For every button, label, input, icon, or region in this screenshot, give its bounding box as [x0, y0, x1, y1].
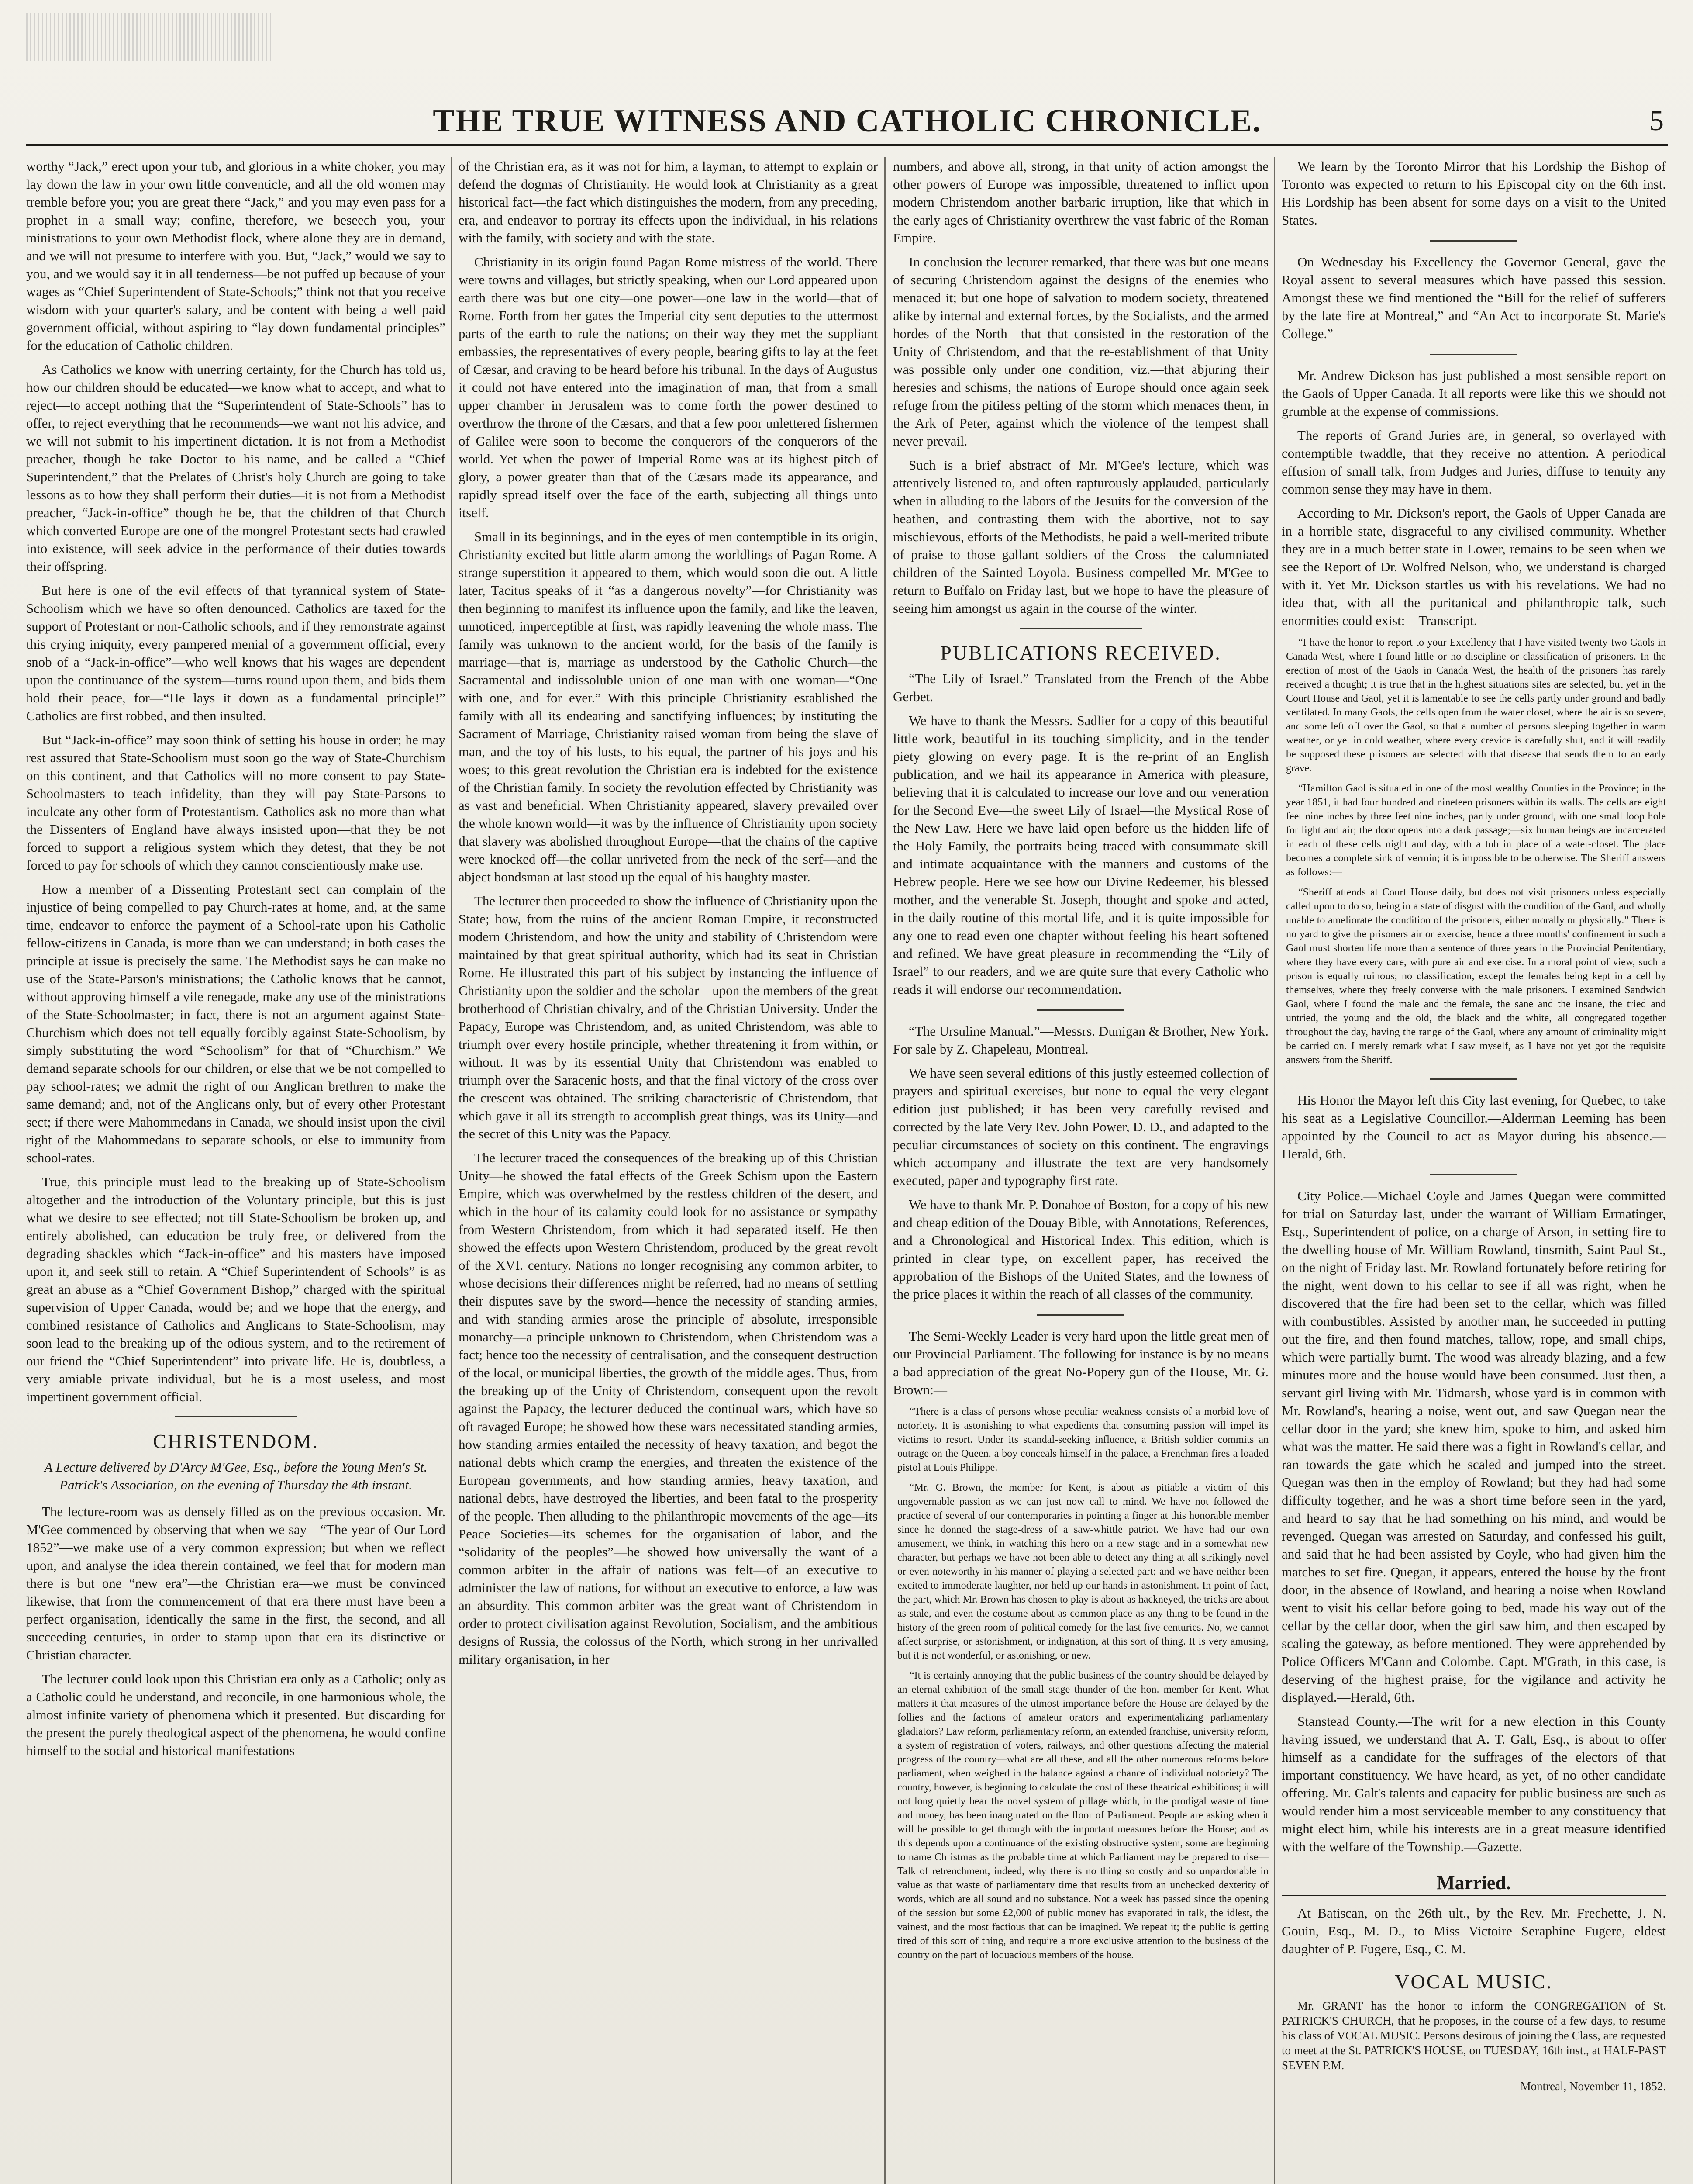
article-paragraph: We learn by the Toronto Mirror that his Lordship the Bishop of Toronto was expected to return to his Episcopal city on the 6th inst. His Lordship has been absent for some days on a visit to the United States. [1282, 159, 1666, 228]
article-paragraph: The lecturer traced the consequences of the breaking up of this Christian Unity—he showed the fatal effects of the Greek Schism upon the Eastern Empire, which was overwhelmed by the restless children of the desert, and which in the hour of its calamity could look for no assistance or sympathy from Western Christendom, from which it had separated itself. He then showed the effects upon Western Christendom, produced by the great revolt of the XVI. century. Nations no longer recognising any common arbiter, to whose decisions their differences might be referred, had no means of settling their disputes save by the sword—hence the necessity of standing armies, and with standing armies arose the principle of absolute, irresponsible monarchy—a principle unknown to Christendom, when Christendom was a fact; hence too the necessity of centralisation, and the consequent destruction of the local, or municipal liberties, the growth of the middle ages. Thus, from the breaking up of the Unity of Christendom, consequent upon the revolt against the Papacy, the lecturer deduced the continual wars, which have so oft ravaged Europe; he showed how these wars necessitated standing armies, how standing armies entailed the necessity of heavy taxation, and begot the national debts which cramp the energies, and threaten the existence of the European governments, and how standing armies, heavy taxation, and national debts, have destroyed the liberties, and been fatal to the prosperity of the people. Then alluding to the philanthropic movements of the age—its Peace Societies—its schemes for the organisation of labor, and the “solidarity of the peoples”—he showed how universally the want of a common arbiter in the affair of nations was felt—of an executive to administer the law of nations, for without an executive to enforce, a law was an absurdity. This common arbiter was the great want of Christendom in order to protect civilisation against Revolution, Socialism, and the ambitious designs of Russia, the colossus of the North, which strong in her unrivalled military organisation, in her [459, 1150, 878, 1667]
article-paragraph: numbers, and above all, strong, in that unity of action amongst the other powers of Europe was impossible, threatened to inflict upon modern Christendom another barbaric irruption, like that which in the early ages of Christianity overthrew the vast fabric of the Roman Empire. [893, 159, 1269, 245]
article-paragraph: We have to thank Mr. P. Donahoe of Boston, for a copy of his new and cheap edition of the Douay Bible, with Annotations, References, and a Chronological and Historical Index. This edition, which is printed in clear type, on excellent paper, has received the approbation of the Bishops of the United States, and the lowness of the price places it within the reach of all classes of the community. [893, 1197, 1269, 1302]
advertisement-text: Mr. GRANT has the honor to inform the CONGREGATION of St. PATRICK'S CHURCH, that he proposes, in the course of a few days, to resume his class of VOCAL MUSIC. Persons desirous of joining the Class, are requested to meet at the St. PATRICK'S HOUSE, on TUESDAY, 16th inst., at HALF-PAST SEVEN P.M. [1282, 1999, 1666, 2072]
article-paragraph: How a member of a Dissenting Protestant sect can complain of the injustice of being compelled to pay Church-rates at home, and, at the same time, endeavor to enforce the payment of a School-rate upon his Catholic fellow-citizens in Canada, is more than we can understand; in both cases the principle at issue is precisely the same. The Methodist says he can make no use of the State-Parson's ministrations; the Catholic knows that he cannot, without approving himself a vile renegade, make any use of the ministrations of the State-Schoolmaster; in fact, there is not an argument against State-Churchism which does not tell equally forcibly against State-Schoolism, by simply substituting the word “Schoolism” for that of “Churchism.” We demand separate schools for our children, or else that we be not compelled to pay school-rates; we admit the right of our Anglican brethren to make the same demand; and, not of the Anglicans only, but of every other Protestant sect; if there were Mahommedans in Canada, we should insist upon the civil right of the Mahommedans to separate schools, or else to immunity from school-rates. [26, 881, 445, 1165]
article-paragraph: The reports of Grand Juries are, in general, so overlayed with contemptible twaddle, that they receive no attention. A periodical effusion of small talk, from Judges and Juries, diffuse to tenuity any common sense they may have in them. [1282, 428, 1666, 497]
separator [1430, 1174, 1517, 1175]
advertisement-date: Montreal, November 11, 1852. [1520, 2080, 1666, 2093]
section-heading-christendom: CHRISTENDOM. [153, 1430, 319, 1452]
column-rule [451, 157, 452, 2184]
article-paragraph: His Honor the Mayor left this City last evening, for Quebec, to take his seat as a Legislative Councillor.—Alderman Leeming has been appointed by the Council to act as Mayor during his absence.—Herald, 6th. [1282, 1092, 1666, 1161]
quoted-paragraph: “Hamilton Gaol is situated in one of the most wealthy Counties in the Province; in the year 1851, it had four hundred and nineteen prisoners within its walls. The cells are eight feet nine inches by three feet nine inches, partly under ground, with one small loop hole for light and air; the door opens into a dark passage;—six human beings are incarcerated in each of these cells night and day, with a tub in place of a water-closet. The place becomes a complete sink of vermin; it is impossible to be otherwise. The Sheriff answers as follows:— [1286, 783, 1666, 878]
article-paragraph: As Catholics we know with unerring certainty, for the Church has told us, how our children should be educated—we know what to accept, and what to reject—to accept nothing that the “Superintendent of State-Schools” has to offer, to reject everything that he recommends—we want not his advice, and we will not submit to his impertinent dictation. It is not from a Methodist preacher, though he take Doctor to his name, and be called a “Chief Superintendent,” that the Prelates of Christ's holy Church are going to take lessons as to how they shall perform their duties—it is not from a Methodist preacher, “Jack-in-office” though he be, that the children of that Church which converted Europe are one of the mongrel Protestant sects had crawled into existence, will seek advice in the performance of their duties towards their offspring. [26, 362, 445, 574]
quoted-paragraph: “Sheriff attends at Court House daily, but does not visit prisoners unless especially called upon to do so, being in a state of disgust with the condition of the Gaol, and wholly unable to ameliorate the condition of the prisoners, either morally or physically.” There is no yard to give the prisoners air or exercise, hence a three months' confinement in such a Gaol must shorten life more than a sentence of three years in the Provincial Penitentiary, where they have every care, with pure air and exercise. In a moral point of view, such a prison is equally ruinous; no classification, except the females being kept in a cell by themselves, where they freely converse with the male prisoners. I examined Sandwich Gaol, where I found the male and the female, the sane and the insane, the tried and untried, the young and the old, the black and the white, all congregated together throughout the day, having the range of the Gaol, where any amount of criminality might be carried on. I merely remark what I saw myself, as I have not yet got the requisite answers from the Sheriff. [1286, 887, 1666, 1066]
article-paragraph: worthy “Jack,” erect upon your tub, and glorious in a white choker, you may lay down the law in your own little conventicle, and all the old women may tremble before you; you are great there “Jack,” and you may even pass for a prophet in a small way; confine, therefore, we beseech you, your ministrations to your own Methodist flock, where alone they are in demand, and we will not presume to interfere with you. But, “Jack,” would we say to you, and we would say it in all tenderness—be not puffed up because of your wages as “Chief Superintendent of State-Schools;” think not that you receive wisdom with your quarter's salary, and be content with being a well paid government official, without aspiring to “lay down fundamental principles” for the education of Catholic children. [26, 159, 445, 353]
article-paragraph: But here is one of the evil effects of that tyrannical system of State-Schoolism which we have so often denounced. Catholics are taxed for the support of Protestant or non-Catholic schools, and if they remonstrate against this crying iniquity, every pampered menial of a government official, every snob of a “Jack-in-office”—who well knows that his wages are dependent upon the continuance of the system—turns round upon them, and bids them hold their peace, for—“He lays it down as a fundamental principle!” Catholics are first robbed, and then insulted. [26, 583, 445, 723]
article-paragraph: Mr. Andrew Dickson has just published a most sensible report on the Gaols of Upper Canada. It all reports were like this we should not grumble at the expense of commissions. [1282, 368, 1666, 419]
article-paragraph: In conclusion the lecturer remarked, that there was but one means of securing Christendom against the designs of the enemies who menaced it; but one hope of salvation to modern society, threatened alike by internal and external forces, by the Socialists, and the armed hordes of the North—that that consisted in the restoration of the Unity of Christendom, and that the re-establishment of that Unity was possible only under one condition, viz.—that abjuring their heresies and schisms, the nations of Europe should once again seek refuge from the pitiless pelting of the storm which menaces them, in the Ark of Peter, against which the violence of the tempest shall never prevail. [893, 254, 1269, 449]
vocal-music-heading: VOCAL MUSIC. [1395, 1970, 1553, 1993]
separator [1037, 1314, 1124, 1316]
article-paragraph: Small in its beginnings, and in the eyes of men contemptible in its origin, Christianity excited but little alarm among the worldlings of Pagan Rome. A strange superstition it appeared to them, which would soon die out. A little later, Tacitus speaks of it “as a dangerous novelty”—for Christianity was then beginning to manifest its influence upon the family, and like the leaven, unnoticed, imperceptible at first, was rapidly leavening the whole mass. The family was unknown to the ancient world, for the basis of the family is marriage—that is, marriage as understood by the Catholic Church—the Sacramental and indissoluble union of one man with one woman—“One with one, and for ever.” With this principle Christianity established the family with all its endearing and sanctifying influences; by instituting the Sacrament of Marriage, Christianity raised woman from being the slave of man, and the toy of his lusts, to his equal, the partner of his joys and his woes; to this great revolution the Christian era is indebted for the existence of the Christian family. In society the revolution effected by Christianity was as vast and beneficial. When Christianity appeared, slavery prevailed over the whole known world—it was by the influence of Christianity upon society that slavery was abolished throughout Europe—that the chains of the captive were knocked off—the collar unriveted from the neck of the serf—and the abject bondsman at last stood up the equal of his haughty master. [459, 529, 878, 885]
page-number: 5 [1649, 105, 1664, 137]
article-paragraph: Stanstead County.—The writ for a new election in this County having issued, we understand that A. T. Galt, Esq., is about to offer himself as a candidate for the suffrages of the electors of that important constituency. We have heard, as yet, of no other candidate offering. Mr. Galt's talents and capacity for public business are such as would render him a most serviceable member to any constituency that might elect him, while his interests are in a great measure identified with the welfare of the Township.—Gazette. [1282, 1714, 1666, 1854]
separator [1430, 240, 1517, 242]
article-paragraph: City Police.—Michael Coyle and James Quegan were committed for trial on Saturday last, under the warrant of William Ermatinger, Esq., Superintendent of police, on a charge of Arson, in setting fire to the dwelling house of Mr. William Rowland, tinsmith, Saint Paul St., on the night of Friday last. Mr. Rowland fortunately before retiring for the night, went down to his cellar to see if all was right, when he discovered that the fire had been set to the cellar, which was filled with combustibles. Assisted by another man, he succeeded in putting out the fire, and then found matches, tallow, rope, and small chips, which were partially burnt. The wood was already blazing, and a few minutes more and the house would have been consumed. Just then, a servant girl living with Mr. Tidmarsh, whose yard is in common with Mr. Rowland's, hearing a noise, went out, and saw Quegan near the cellar door in the yard; she knew him, spoke to him, and asked him what was the matter. He said there was a fight in Rowland's cellar, and ran towards the gate which he scaled and jumped into the street. Quegan was then in the employ of Rowland; but they had had some difficulty together, and he was a short time before seen in the yard, and heard to say that he had something on his mind, and would be revenged. Quegan was arrested on Saturday, and confessed his guilt, and said that he had been assisted by Coyle, who had given him the matches to set fire. Quegan, it appears, entered the house by the front door, in the absence of Rowland, and hearing a noise when Rowland went to visit his cellar before going to bed, made his way out of the cellar by the cellar door, when the girl saw him, and then escaped by scaling the gateway, as before mentioned. They were apprehended by Police Officers M'Cann and Colombe. Capt. M'Grath, in this case, is deserving of the highest praise, for the vigilance and activity he displayed.—Herald, 6th. [1282, 1188, 1666, 1705]
column-rule [884, 157, 886, 2184]
quoted-paragraph: “I have the honor to report to your Excellency that I have visited twenty-two Gaols in Canada West, where I found little or no discipline or classification of prisoners. In the erection of most of the Gaols in Canada West, the health of the prisoners has rarely received a thought; it is true that in the highest situations sites are selected, but yet in the Court House and Gaol, yet it is lamentable to see the cells partly under ground and badly ventilated. In many Gaols, the cells open from the water closet, where the air is so severe, and some left off over the Gaol, so that a number of persons sleeping together in warm weather, or yet in cold weather, where every crevice is carefully shut, and it will readily be supposed these prisoners are selected with that disease that sends them to an early grave. [1286, 637, 1666, 774]
article-paragraph: Christianity in its origin found Pagan Rome mistress of the world. There were towns and villages, but strictly speaking, when our Lord appeared upon earth there was but one city—one power—one law in the world—that of Rome. Forth from her gates the Imperial city sent deputies to the uttermost parts of the earth to rule the nations; on their way they met the suppliant embassies, the representatives of every people, bearing gifts to lay at the feet of Cæsar, and craving to be heard before his tribunal. In the days of Augustus it could not have entered into the imagination of man, that from a small upper chamber in Jerusalem was to come forth the power destined to overthrow the throne of the Cæsars, and that a few poor unlettered fishermen of Galilee were soon to become the conquerors of the conquerors of the world. Yet when the power of Imperial Rome was at its highest pitch of glory, a power greater than that of the Cæsars made its appearance, and rapidly spread itself over the face of the earth, subjecting all things unto itself. [459, 254, 878, 520]
article-paragraph: We have seen several editions of this justly esteemed collection of prayers and spiritual exercises, but none to equal the very elegant edition just published; it has been very carefully revised and corrected by the late Very Rev. John Power, D. D., and adapted to the peculiar circumstances of society on this continent. The engravings which accompany and illustrate the text are very handsomely executed, paper and typography first rate. [893, 1065, 1269, 1188]
article-paragraph: The lecture-room was as densely filled as on the previous occasion. Mr. M'Gee commenced by observing that when we say—“The year of Our Lord 1852”—we make use of a very common expression; but when we reflect upon, and analyse the idea therein contained, we feel that for modern man there is but one “new era”—the Christian era—we must be convinced likewise, that from the commencement of that era there must have been a perfect organisation, identically the same in the first, the second, and all succeeding centuries, in order to stamp upon that era its distinctive or Christian character. [26, 1504, 445, 1662]
column-1 [26, 157, 445, 2184]
quoted-paragraph: “There is a class of persons whose peculiar weakness consists of a morbid love of notoriety. It is astonishing to what expedients that consuming passion will impel its victims to resort. Under its scandal-seeking influence, a British soldier commits an outrage on the Queen, a boy conceals himself in the palace, a Frenchman fires a loaded pistol at Louis Philippe. [897, 1406, 1269, 1473]
section-divider [1020, 628, 1142, 629]
column-3 [893, 157, 1269, 2184]
separator [1037, 1009, 1124, 1011]
section-heading-publications: PUBLICATIONS RECEIVED. [940, 642, 1221, 664]
article-paragraph: True, this principle must lead to the breaking up of State-Schoolism altogether and the introduction of the Voluntary principle, but this is just what we desire to see effected; not till State-Schoolism be broken up, and entirely abolished, can education be truly free, or delivered from the degrading shackles which “Jack-in-office” and his masters have imposed upon it, and seek still to retain. A “Chief Superintendent of Schools” is as great an abuse as a “Chief Government Bishop,” charged with the spiritual supervision of Upper Canada, would be; and we hope that the energy, and combined resistance of Catholics and Anglicans to State-Schoolism, may soon lead to the breaking up of the odious system, and to the retirement of our friend the “Chief Superintendent” into private life. He is, doubtless, a very amiable private individual, but he is a most useless, and most impertinent government official. [26, 1174, 445, 1404]
column-4 [1282, 157, 1666, 2184]
section-subtitle: A Lecture delivered by D'Arcy M'Gee, Esq., before the Young Men's St. Patrick's Association, on the evening of Thursday the 4th instant. [44, 1459, 428, 1493]
married-heading: Married. [1282, 1869, 1666, 1897]
article-paragraph: We have to thank the Messrs. Sadlier for a copy of this beautiful little work, beautiful in its touching simplicity, and in the tender piety glowing on every page. It is the re-print of an English publication, and we hail its appearance in America with pleasure, believing that it is calculated to increase our love and our veneration for the Second Eve—the sweet Lily of Israel—the Mystical Rose of the New Law. Here we have laid open before us the hidden life of the Holy Family, the portraits being traced with consummate skill and intimate acquaintance with the manners and customs of the Hebrew people. Here we see how our Divine Redeemer, his blessed mother, and the venerable St. Joseph, thought and spoke and acted, in the daily routine of this mortal life, and it is quite impossible for any one to read even one chapter without feeling his heart softened and refined. We have great pleasure in recommending the “Lily of Israel” to our readers, and we are quite sure that every Catholic who reads it will endorse our recommendation. [893, 713, 1269, 997]
separator [1430, 354, 1517, 355]
article-paragraph: Such is a brief abstract of Mr. M'Gee's lecture, which was attentively listened to, and often rapturously applauded, particularly when in alluding to the labors of the Jesuits for the conversion of the heathen, and contrasting them with the abortive, not to say mischievous, efforts of the Methodists, he paid a well-merited tribute of praise to those gallant soldiers of the Cross—the calumniated children of the Sainted Loyola. Business compelled Mr. M'Gee to return to Buffalo on Friday last, but we hope to have the pleasure of seeing him amongst us again in the course of the winter. [893, 457, 1269, 616]
article-paragraph: of the Christian era, as it was not for him, a layman, to attempt to explain or defend the dogmas of Christianity. He would look at Christianity as a great historical fact—the fact which distinguishes the modern, from any preceding, era, and endeavor to portray its effects upon the individual, in his relations with the family, with society and with the state. [459, 159, 878, 245]
masthead [26, 94, 1668, 146]
column-2 [459, 157, 878, 2184]
faded-print-mark [26, 13, 271, 61]
article-paragraph: The Semi-Weekly Leader is very hard upon the little great men of our Provincial Parliament. The following for instance is by no means a bad appreciation of the great No-Popery gun of the House, Mr. G. Brown:— [893, 1328, 1269, 1397]
article-paragraph: According to Mr. Dickson's report, the Gaols of Upper Canada are in a horrible state, disgraceful to any civilised community. Whether they are in a much better state in Lower, remains to be seen when we see the Report of Dr. Wolfred Nelson, who, we understand is charged with it. Yet Mr. Dickson startles us with his revelations. We had no idea that, with all the puritanical and philanthropic talk, such enormities could exist:—Transcript. [1282, 505, 1666, 628]
book-title: “The Ursuline Manual.”—Messrs. Dunigan & Brother, New York. For sale by Z. Chapeleau, Montreal. [893, 1023, 1269, 1057]
column-rule [1274, 157, 1275, 2184]
page-title: THE TRUE WITNESS AND CATHOLIC CHRONICLE. [433, 103, 1262, 139]
quoted-paragraph: “It is certainly annoying that the public business of the country should be delayed by an eternal exhibition of the small stage thunder of the hon. member for Kent. What matters it that measures of the utmost importance before the House are delayed by the follies and the factions of amateur orators and experimentalizing parliamentary gladiators? Law reform, parliamentary reform, an extended franchise, university reform, a system of registration of voters, railways, and other questions affecting the material progress of the country—what are all these, and all the other numerous reforms before parliament, when weighed in the balance against a chance of individual notoriety? The country, however, is beginning to calculate the cost of these theatrical exhibitions; it will not long quietly bear the novel system of pillage which, in the prodigal waste of time and money, has been inaugurated on the floor of Parliament. People are asking when it will be possible to get through with the important measures before the House; and as this depends upon a continuance of the existing obstructive system, some are beginning to name Christmas as the probable time at which Parliament may be prepared to rise—Talk of retrenchment, indeed, why there is no thing so costly and so unpardonable in value as that waste of parliamentary time that results from an unchecked dexterity of words, which are all sound and no substance. Not a week has passed since the opening of the session but some £2,000 of public money has evaporated in talk, the idlest, the vainest, and the most factious that can be imagined. We repeat it; the public is getting tired of this sort of thing, and require a more exclusive attention to the business of the country on the part of loquacious members of the house. [897, 1670, 1269, 1961]
separator [1430, 1078, 1517, 1080]
marriage-notice: At Batiscan, on the 26th ult., by the Rev. Mr. Frechette, J. N. Gouin, Esq., M. D., to Miss Victoire Seraphine Fugere, eldest daughter of P. Fugere, Esq., C. M. [1282, 1905, 1666, 1956]
article-paragraph: The lecturer could look upon this Christian era only as a Catholic; only as a Catholic could he understand, and reconcile, in one harmonious whole, the almost infinite variety of phenomena which it presented. But discarding for the present the purely theological aspect of the phenomena, he would confine himself to the social and historical manifestations [26, 1671, 445, 1758]
article-paragraph: The lecturer then proceeded to show the influence of Christianity upon the State; how, from the ruins of the ancient Roman Empire, it reconstructed modern Christendom, and how the unity and stability of Christendom were maintained by that great spiritual authority, which had its seat in Christian Rome. He illustrated this part of his subject by instancing the influence of Christianity upon the soldier and the scholar—upon the members of the great brotherhood of Christian chivalry, and of the Christian University. Under the Papacy, Europe was Christendom, and, as united Christendom, was able to triumph over every hostile principle, whether threatening it from within, or without. It was by its essential Unity that Christendom was enabled to triumph over the Saracenic hosts, and that the final victory of the cross over the crescent was obtained. The striking characteristic of Christendom, that which gave it all its strength to accomplish great things, was its Unity—and the secret of this Unity was the Papacy. [459, 893, 878, 1141]
article-paragraph: On Wednesday his Excellency the Governor General, gave the Royal assent to several measures which have passed this session. Amongst these we find mentioned the “Bill for the relief of sufferers by the late fire at Montreal,” and “An Act to incorporate St. Marie's College.” [1282, 254, 1666, 341]
section-divider [175, 1416, 297, 1417]
book-title: “The Lily of Israel.” Translated from the French of the Abbe Gerbet. [893, 671, 1269, 704]
quoted-paragraph: “Mr. G. Brown, the member for Kent, is about as pitiable a victim of this ungovernable passion as we can just now call to mind. We have not followed the practice of several of our contemporaries in pointing a finger at this honorable member since he donned the stage-dress of a saw-whittle patriot. We have had our own amusement, we think, in watching this hero on a new stage and in a somewhat new character, but perhaps we have not been able to detect any thing at all strikingly novel or even noteworthy in his manner of playing a selected part; and we have neither been excited to immoderate laughter, nor held up our hands in astonishment. In point of fact, the part, which Mr. Brown has chosen to play is about as hackneyed, the tricks are about as stale, and even the costume about as common place as any thing to be found in the history of the green-room of political comedy for the last five centuries. No, we cannot affect surprise, or astonishment, or indignation, at this sort of thing. It is very amusing, but it is not wonderful, or astonishing, or new. [897, 1482, 1269, 1661]
article-paragraph: But “Jack-in-office” may soon think of setting his house in order; he may rest assured that State-Schoolism must soon go the way of State-Churchism on this continent, and that Catholics will no more consent to pay State-Schoolmasters to teach infidelity, than they will pay State-Parsons to inculcate any other form of Protestantism. Catholics ask no more than what the Dissenters of England have always insisted upon—that they be not forced to support a religious system which they detest, that they be not forced to pay for schools of which they cannot conscientiously make use. [26, 732, 445, 873]
